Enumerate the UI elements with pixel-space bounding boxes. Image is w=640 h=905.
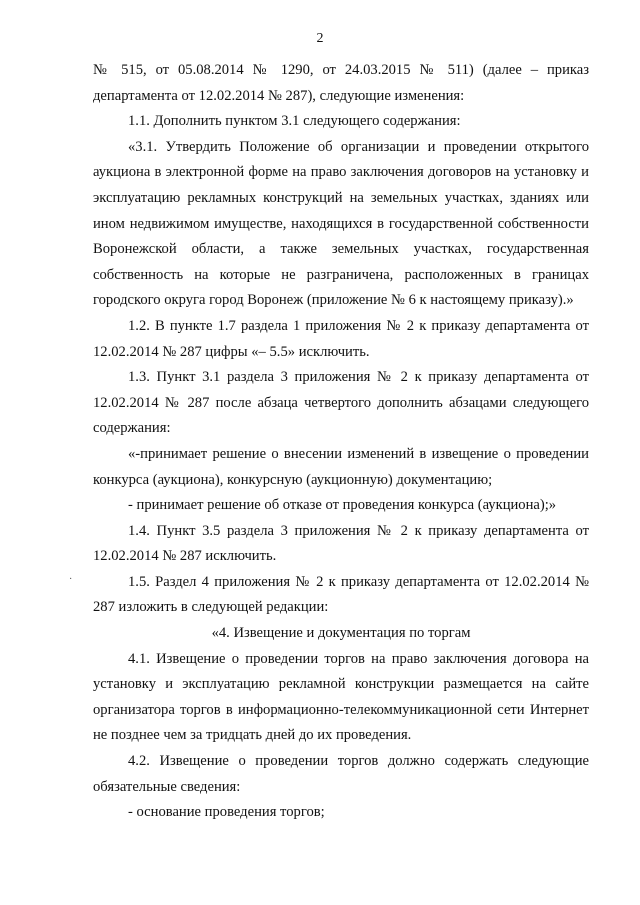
paragraph-quote-decision-changes: «-принимает решение о внесении изменений в извещение о проведении конкурса (аукциона), конкурсную (аукционную) документацию; <box>93 445 589 488</box>
paragraph-1-2: 1.2. В пункте 1.7 раздела 1 приложения № 2 к приказу департамента от 12.02.2014 № 287 цифры «– 5.5» исключить. <box>93 317 589 360</box>
paragraph-4-1: 4.1. Извещение о проведении торгов на право заключения договора на установку и эксплуатацию рекламной конструкции размещается на сайте организатора торгов в информационно-телекоммуникационной сети Интернет не позднее чем за тридцать дней до их проведения. <box>93 650 589 744</box>
paragraph-1-3: 1.3. Пункт 3.1 раздела 3 приложения № 2 к приказу департамента от 12.02.2014 № 287 после абзаца четвертого дополнить абзацами следующего содержания: <box>93 369 589 437</box>
paragraph-4-2: 4.2. Извещение о проведении торгов должно содержать следующие обязательные сведения: <box>93 753 589 795</box>
paragraph-list-item: - основание проведения торгов; <box>128 804 325 821</box>
document-body <box>93 58 589 826</box>
paragraph-quote-decision-refusal: - принимает решение об отказе от проведения конкурса (аукциона);» <box>128 497 557 514</box>
paragraph-continuation: № 515, от 05.08.2014 № 1290, от 24.03.2015 № 511) (далее – приказ департамента от 12.02.2014 № 287), следующие изменения: <box>93 62 589 104</box>
paragraph-1-1: 1.1. Дополнить пунктом 3.1 следующего содержания: <box>128 113 461 130</box>
paragraph-1-4: 1.4. Пункт 3.5 раздела 3 приложения № 2 к приказу департамента от 12.02.2014 № 287 исключить. <box>93 522 589 565</box>
section-heading-4: «4. Извещение и документация по торгам <box>211 625 471 642</box>
margin-mark: · <box>69 574 73 585</box>
page-number: 2 <box>316 31 324 46</box>
paragraph-1-5: 1.5. Раздел 4 приложения № 2 к приказу департамента от 12.02.2014 № 287 изложить в следующей редакции: <box>93 573 589 616</box>
paragraph-quote-3-1: «3.1. Утвердить Положение об организации и проведении открытого аукциона в электронной форме на право заключения договоров на установку и эксплуатацию рекламных конструкций на земельных участках, зданиях или ином недвижимом имуществе, находящихся в государственной собственности Воронежской области, а также земельных участках, государственная собственность на которые не разграничена, расположенных в границах городского округа город Воронеж (приложение № 6 к настоящему приказу).» <box>93 138 589 309</box>
